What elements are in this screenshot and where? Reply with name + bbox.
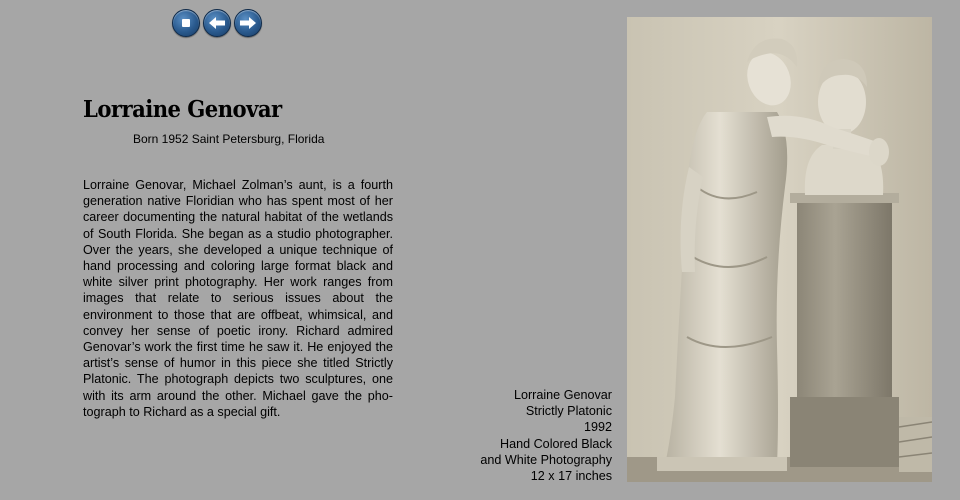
artwork-photograph [627,17,932,482]
caption-dimensions: 12 x 17 inches [530,469,612,484]
caption-medium-line2: and White Photography [480,452,612,467]
next-button[interactable] [234,9,262,37]
artist-birth-info: Born 1952 Saint Petersburg, Florida [133,132,325,146]
stop-button[interactable] [172,9,200,37]
previous-button[interactable] [203,9,231,37]
caption-year: 1992 [583,420,612,435]
caption-medium-line1: Hand Colored Black [499,436,612,451]
arrow-right-icon [239,16,257,30]
arrow-left-icon [208,16,226,30]
page-title: Lorraine Genovar [83,96,282,123]
artwork-caption [480,387,612,484]
caption-artist: Lorraine Genovar [513,388,612,402]
stop-icon [180,17,192,29]
caption-title: Strictly Platonic [525,404,612,419]
artist-biography: Lorraine Genovar, Michael Zolman’s aunt, is a fourth generation native Floridian who has spent most of her career documenting the natural habitat of the wetlands of South Florida. She began as a studio photographer. Over the years, she developed a unique technique of hand processing and coloring large format black and white silver print photography. Her work ranges from images that relate to serious issues about the environment to those that are offbeat, whimsical, and convey her sense of poetic irony. Richard admired Genovar’s work the first time he saw it. He enjoyed the artist’s sense of humor in this piece she titled Strictly Platonic. The photograph depicts two sculptures, one with its arm around the other. Michael gave the photograph to Richard as a special gift. [83,178,393,419]
nav-bar [172,9,262,37]
